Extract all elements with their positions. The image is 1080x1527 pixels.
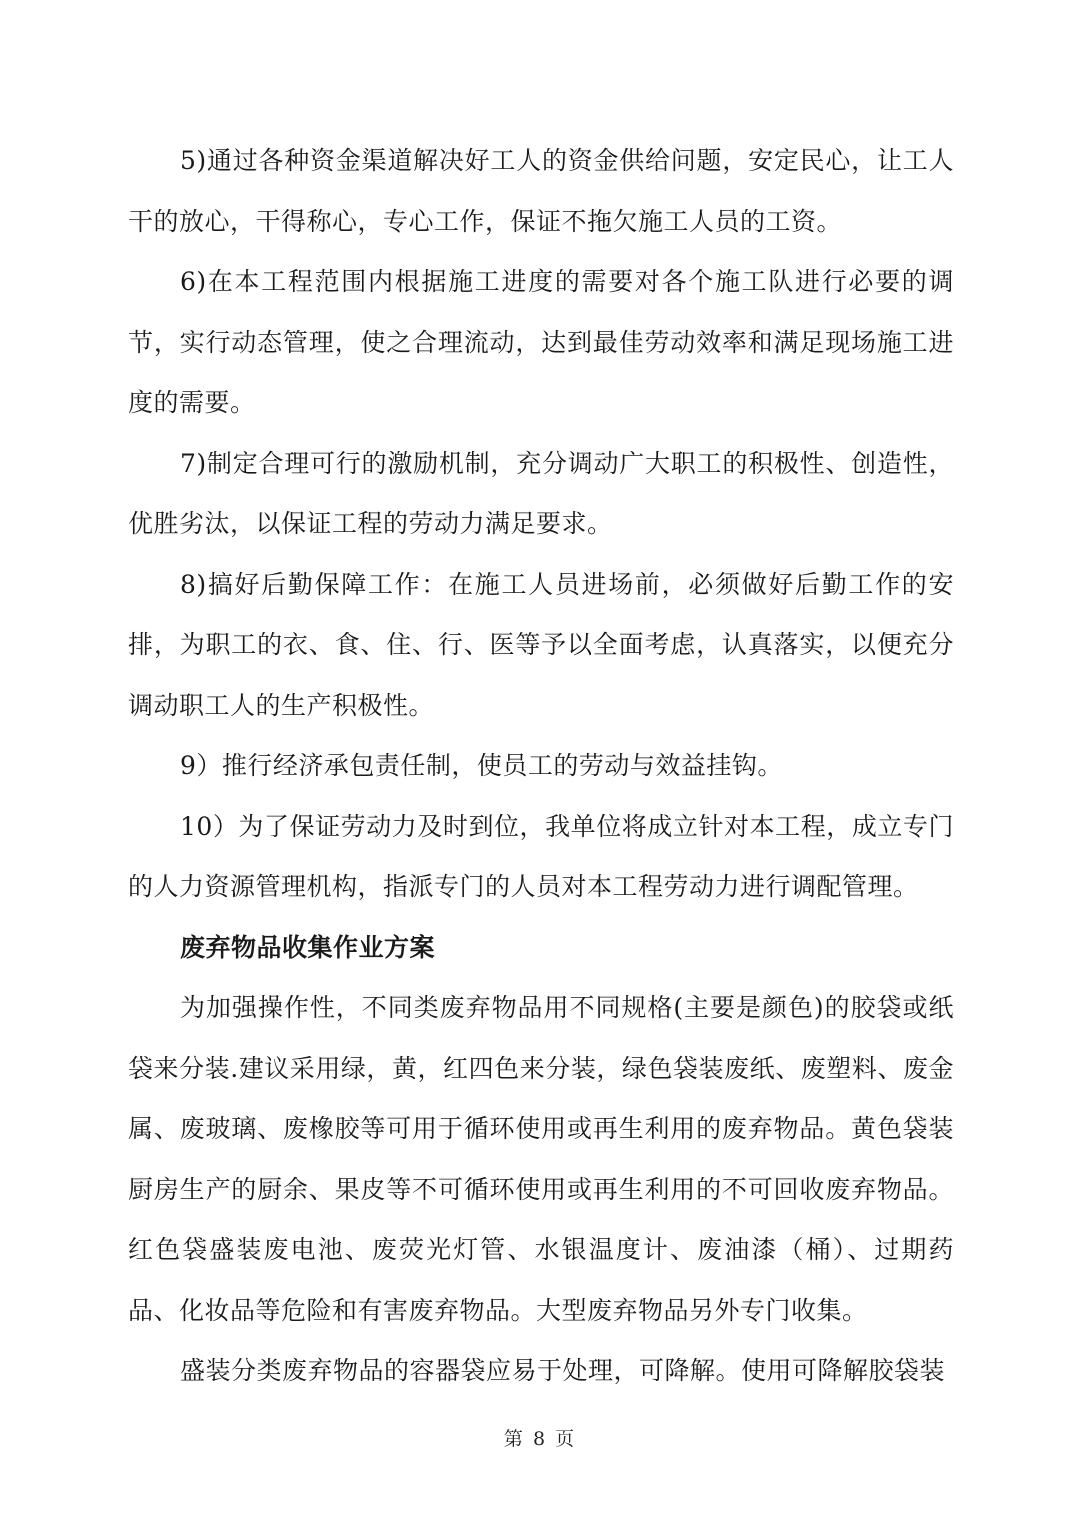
paragraph-item-10: 10）为了保证劳动力及时到位，我单位将成立针对本工程，成立专门的人力资源管理机构，指派专门的人员对本工程劳动力进行调配管理。 (128, 811, 954, 901)
paragraph-item-7: 7)制定合理可行的激励机制，充分调动广大职工的积极性、创造性，优胜劣汰，以保证工程的劳动力满足要求。 (128, 448, 954, 538)
document-body (128, 131, 954, 1402)
paragraph-item-9: 9）推行经济承包责任制，使员工的劳动与效益挂钩。 (180, 751, 783, 780)
section-heading: 废弃物品收集作业方案 (180, 932, 436, 962)
paragraph-item-5: 5)通过各种资金渠道解决好工人的资金供给问题，安定民心，让工人干的放心，干得称心，专心工作，保证不拖欠施工人员的工资。 (128, 146, 954, 236)
paragraph-waste-containers: 盛装分类废弃物品的容器袋应易于处理，可降解。使用可降解胶袋装 (180, 1356, 946, 1385)
paragraph-item-8: 8)搞好后勤保障工作：在施工人员进场前，必须做好后勤工作的安排，为职工的衣、食、住、行、医等予以全面考虑，认真落实，以便充分调动职工人的生产积极性。 (128, 569, 954, 720)
page-number: 第 8 页 (503, 1428, 577, 1450)
paragraph-item-6: 6)在本工程范围内根据施工进度的需要对各个施工队进行必要的调节，实行动态管理，使之合理流动，达到最佳劳动效率和满足现场施工进度的需要。 (128, 267, 954, 417)
paragraph-waste-sorting: 为加强操作性，不同类废弃物品用不同规格(主要是颜色)的胶袋或纸袋来分装.建议采用绿，黄，红四色来分装，绿色袋装废纸、废塑料、废金属、废玻璃、废橡胶等可用于循环使用或再生利用的废弃物品。黄色袋装厨房生产的厨余、果皮等不可循环使用或再生利用的不可回收废弃物品。红色袋盛装废电池、废荧光灯管、水银温度计、废油漆（桶）、过期药品、化妆品等危险和有害废弃物品。大型废弃物品另外专门收集。 (128, 993, 954, 1325)
